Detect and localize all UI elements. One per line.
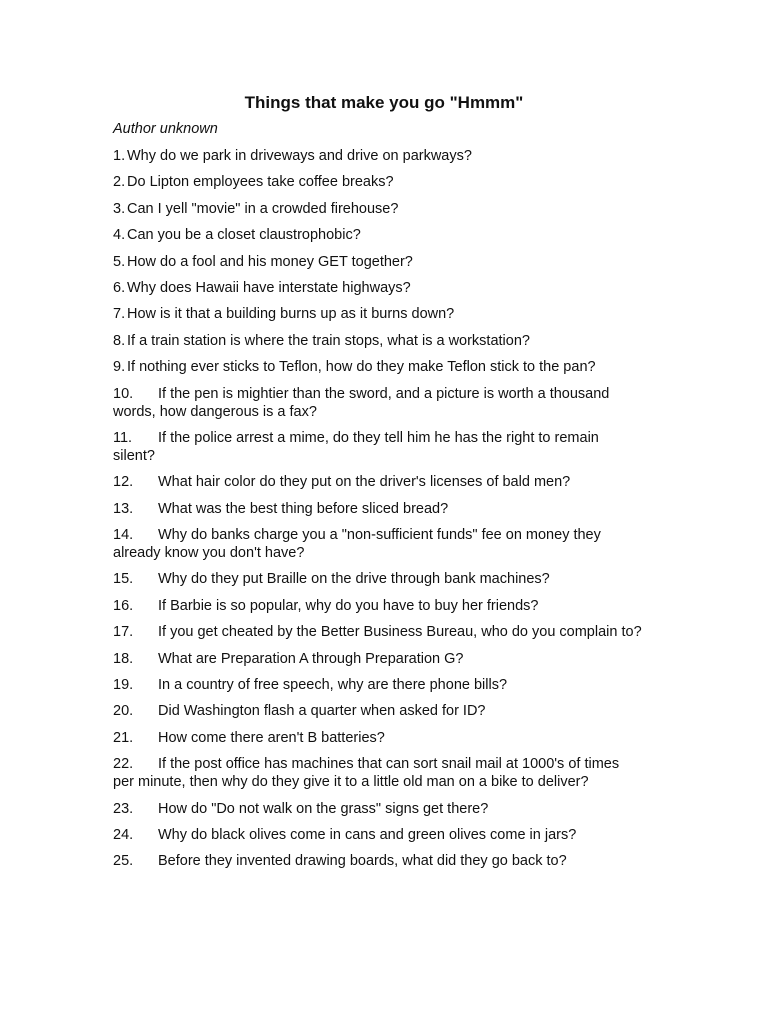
item-number: 9. — [113, 359, 126, 376]
item-number: 13. — [113, 500, 134, 517]
list-item — [113, 429, 643, 465]
item-text: What was the best thing before sliced bread? — [158, 500, 449, 517]
question-list — [113, 147, 643, 879]
item-number: 19. — [113, 677, 134, 694]
list-item — [113, 826, 643, 844]
item-number: 10. — [113, 385, 134, 402]
item-number: 14. — [113, 527, 134, 544]
item-text: What are Preparation A through Preparation G? — [158, 650, 464, 667]
item-number: 3. — [113, 200, 126, 217]
list-item — [113, 500, 643, 518]
list-item — [113, 800, 643, 818]
item-number: 2. — [113, 174, 126, 191]
list-item — [113, 358, 643, 376]
item-number: 1. — [113, 148, 126, 164]
item-text: If the post office has machines that can sort snail mail at 1000's of times per minute, then why do they give it to a little old man on a bike to deliver? — [113, 756, 620, 791]
item-number: 18. — [113, 650, 134, 667]
item-number: 15. — [113, 571, 134, 588]
item-text: What hair color do they put on the driver's licenses of bald men? — [158, 474, 571, 491]
list-item — [113, 147, 643, 165]
list-item — [113, 623, 643, 641]
item-text: How come there aren't B batteries? — [158, 729, 385, 746]
item-number: 8. — [113, 332, 126, 349]
item-text: How do a fool and his money GET together? — [127, 253, 413, 270]
item-text: Can I yell "movie" in a crowded firehouse? — [127, 200, 399, 217]
item-text: If nothing ever sticks to Teflon, how do they make Teflon stick to the pan? — [127, 359, 596, 376]
item-text: Do Lipton employees take coffee breaks? — [127, 174, 394, 191]
item-number: 11. — [113, 429, 133, 446]
item-text: If Barbie is so popular, why do you have to buy her friends? — [158, 597, 539, 614]
list-item — [113, 332, 643, 350]
item-text: Why do black olives come in cans and green olives come in jars? — [158, 826, 577, 843]
item-text: Before they invented drawing boards, what did they go back to? — [158, 853, 567, 870]
list-item — [113, 526, 643, 562]
item-text: If a train station is where the train stops, what is a workstation? — [127, 332, 530, 349]
item-number: 12. — [113, 474, 134, 491]
item-text: Why do they put Braille on the drive through bank machines? — [158, 571, 550, 588]
item-number: 24. — [113, 826, 134, 843]
list-item — [113, 305, 643, 323]
item-text: How do "Do not walk on the grass" signs get there? — [158, 800, 489, 817]
list-item — [113, 676, 643, 694]
item-number: 16. — [113, 597, 134, 614]
list-item — [113, 385, 643, 421]
item-text: Did Washington flash a quarter when asked for ID? — [158, 703, 486, 720]
list-item — [113, 570, 643, 588]
item-number: 20. — [113, 703, 134, 720]
item-text: Can you be a closet claustrophobic? — [127, 227, 361, 244]
list-item — [113, 729, 643, 747]
list-item — [113, 702, 643, 720]
list-item — [113, 253, 643, 271]
item-number: 4. — [113, 227, 126, 244]
list-item — [113, 852, 643, 870]
list-item — [113, 279, 643, 297]
list-item — [113, 200, 643, 218]
item-number: 23. — [113, 800, 134, 817]
item-number: 17. — [113, 624, 134, 641]
item-text: If the pen is mightier than the sword, and a picture is worth a thousand words, how dangerous is a fax? — [113, 385, 610, 420]
item-number: 6. — [113, 279, 126, 296]
item-text: Why do banks charge you a "non-sufficient funds" fee on money they already know you don't have? — [113, 527, 601, 562]
item-text: How is it that a building burns up as it burns down? — [127, 306, 455, 323]
item-text: Why does Hawaii have interstate highways? — [127, 279, 411, 296]
author-line: Author unknown — [113, 121, 218, 137]
list-item — [113, 755, 643, 791]
item-number: 7. — [113, 306, 126, 323]
list-item — [113, 173, 643, 191]
list-item — [113, 226, 643, 244]
list-item — [113, 650, 643, 668]
item-text: If you get cheated by the Better Business Bureau, who do you complain to? — [158, 624, 642, 641]
item-text: In a country of free speech, why are there phone bills? — [158, 677, 508, 694]
item-number: 22. — [113, 756, 134, 773]
item-number: 25. — [113, 853, 134, 870]
item-text: Why do we park in driveways and drive on parkways? — [127, 148, 472, 164]
list-item — [113, 473, 643, 491]
document-title: Things that make you go "Hmmm" — [244, 93, 524, 112]
item-number: 21. — [113, 729, 134, 746]
list-item — [113, 597, 643, 615]
item-number: 5. — [113, 253, 126, 270]
item-text: If the police arrest a mime, do they tell him he has the right to remain silent? — [113, 429, 599, 464]
